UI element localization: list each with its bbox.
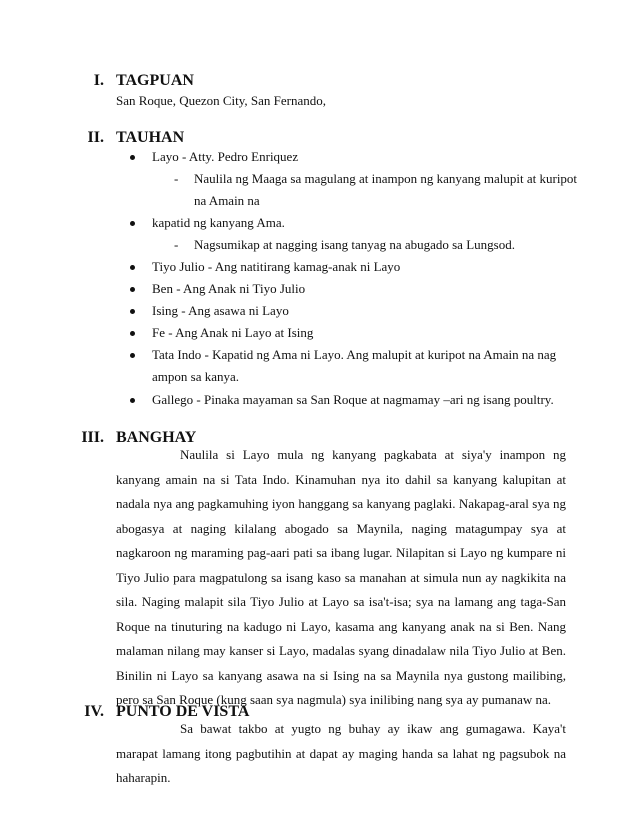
bullet-icon <box>130 309 135 314</box>
bullet-icon <box>130 155 135 160</box>
section-title: TAUHAN <box>116 129 185 146</box>
bullet-icon <box>130 331 135 336</box>
character-list: Layo - Atty. Pedro Enriquez - Naulila ng Maaga sa magulang at inampon ng kanyang malupit at kuripot na Amain na kapatid ng kanyang Ama. - Nagsumikap at nagging isang tanyag na abugado sa Lungsod. Tiyo Julio - Ang natitirang kamag-anak ni Layo Ben - Ang Anak ni Tiyo Julio Ising - Ang asawa ni Layo Fe - Ang Anak ni Layo at Ising Tata Indo - Kapatid ng Ama ni Layo. Ang malupit at kuripot na Amain na nag ampon sa kanya. Gallego - Pinaka mayaman sa San Roque at nagmamay –ari ng isang poultry. <box>130 129 590 409</box>
section-numeral: III. <box>81 429 104 446</box>
bullet-icon <box>130 221 135 226</box>
section-title: BANGHAY <box>116 429 197 446</box>
tagpuan-text: San Roque, Quezon City, San Fernando, <box>116 93 327 108</box>
section-numeral: IV. <box>84 703 104 720</box>
punto-paragraph: Sa bawat takbo at yugto ng buhay ay ikaw ang gumagawa. Kaya't marapat lamang itong pagbutihin at dapat ay maging handa sa lahat ng pagsubok na haharapin. <box>116 721 566 785</box>
bullet-icon <box>130 353 135 358</box>
section-title: PUNTO DE VISTA <box>116 703 250 720</box>
section-title: TAGPUAN <box>116 72 194 89</box>
section-numeral: II. <box>87 129 104 146</box>
banghay-paragraph: Naulila si Layo mula ng kanyang pagkabata at siya'y inampon ng kanyang amain na si Tata Indo. Kinamuhan nya ito dahil sa kanyang kalupitan at nadala nya ang pagkamuhing iyon hanggang sa kanyang paglaki. Nakapag-aral sya ng abogasya at naging kilalang abogado sa Maynila, naging matagumpay sya at nagkaroon ng maraming pag-aari pati sa ibang lugar. Nilapitan si Layo ng kumpare ni Tiyo Julio para magpatulong sa isang kaso sa manahan at simula nun ay nagkikita na sila. Naging malapit sila Tiyo Julio at Layo sa isa't-isa; sya na lamang ang taga-San Roque na tinuturing na kadugo ni Layo, kasama ang kanyang anak na si Ben. Nang malaman nilang may kanser si Layo, madalas syang dinadalaw nila Tiyo Julio at Ben. Binilin ni Layo sa kanyang asawa na si Ising na sa Maynila nya gustong mailibing, pero sa San Roque (kung saan sya nagmula) sya inilibing nang sya ay pumanaw na. <box>116 447 566 707</box>
bullet-icon <box>130 398 135 403</box>
bullet-icon <box>130 287 135 292</box>
section-numeral: I. <box>93 72 104 89</box>
bullet-icon <box>130 265 135 270</box>
